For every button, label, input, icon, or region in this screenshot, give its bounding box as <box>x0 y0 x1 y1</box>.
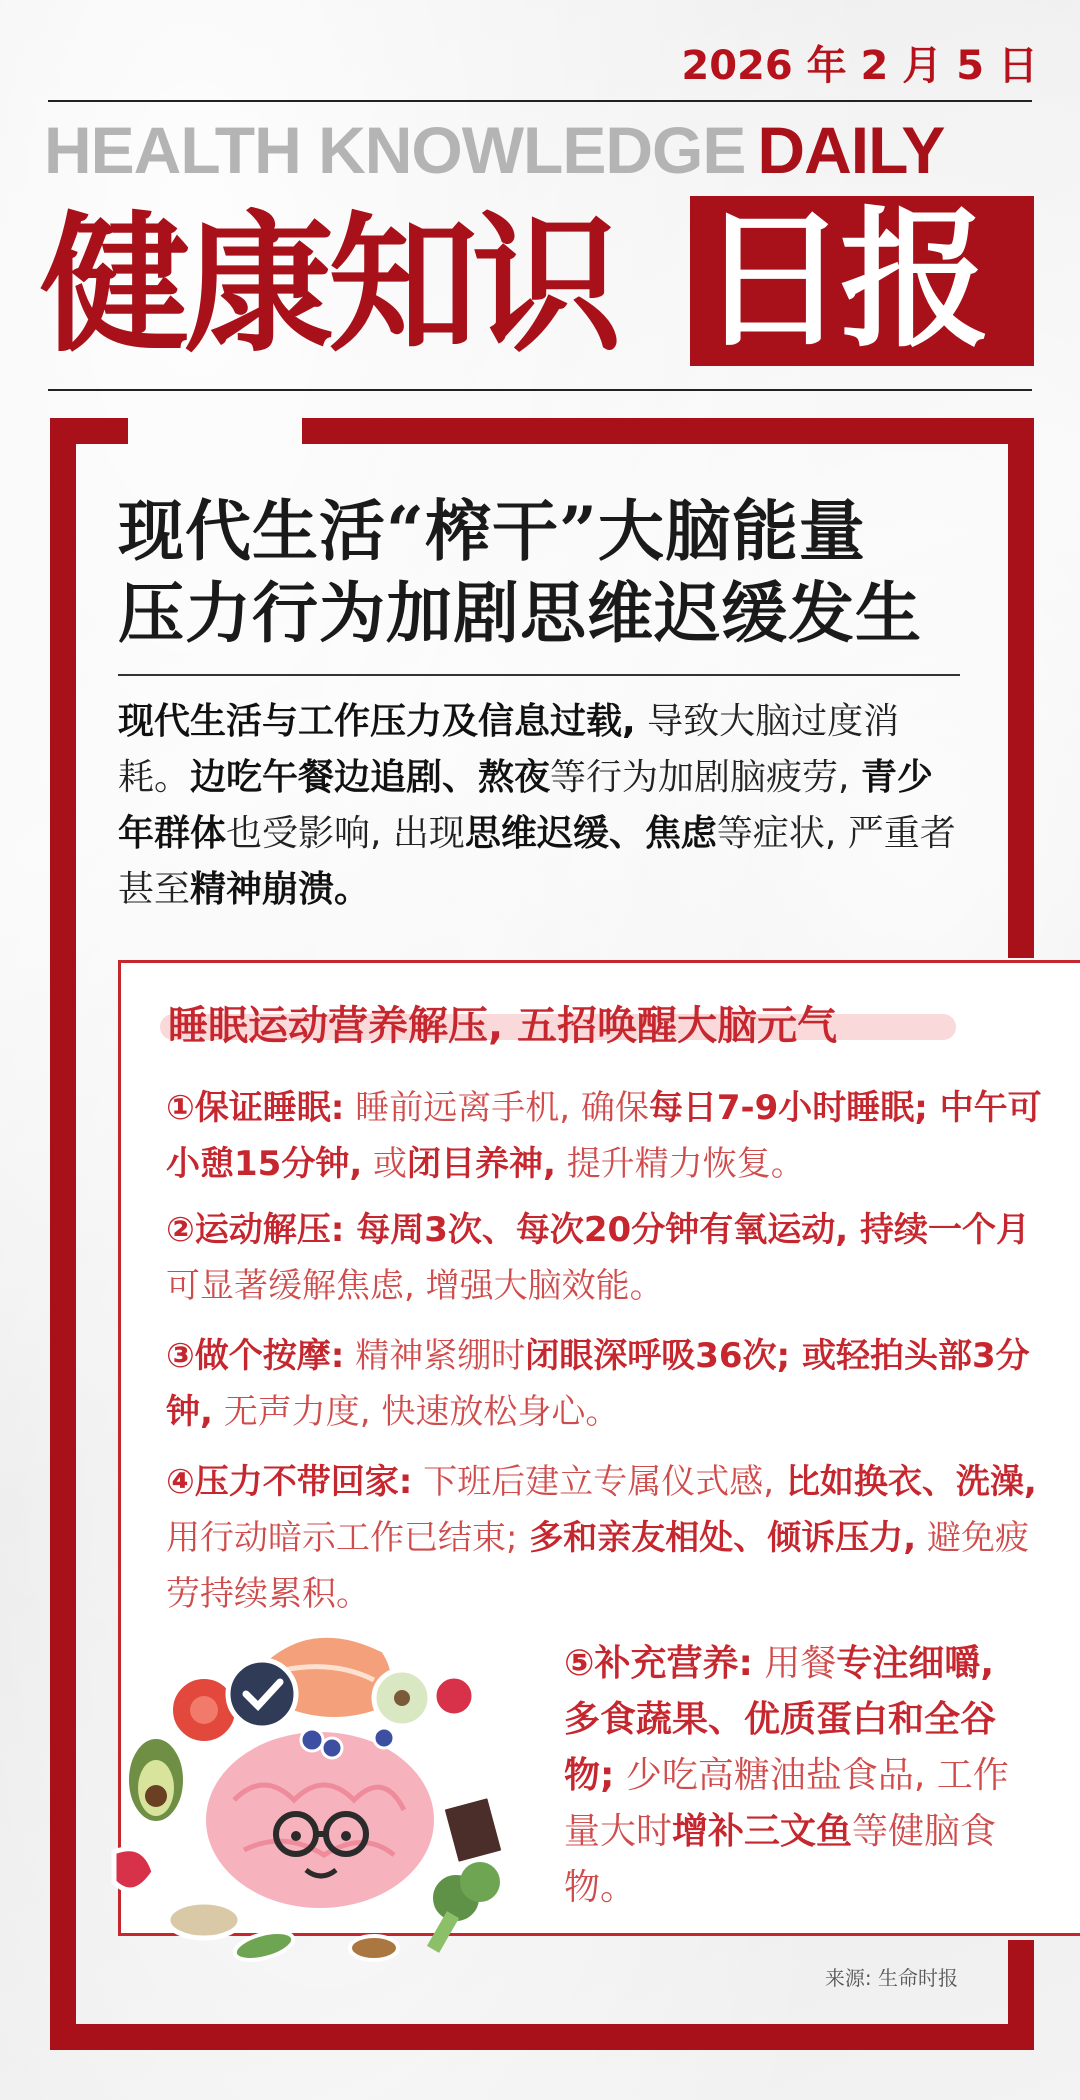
raspberry-icon <box>434 1676 474 1716</box>
tip-exercise-label: ②运动解压: <box>166 1210 345 1250</box>
tip-leave-stress-label: ④压力不带回家: <box>166 1462 413 1502</box>
tips-title: 睡眠运动营养解压, 五招唤醒大脑元气 <box>168 1003 838 1049</box>
tip-text: 可显著缓解焦虑, 增强大脑效能。 <box>166 1266 664 1306</box>
intro-bold-4: 思维迟缓、焦虑 <box>464 813 717 854</box>
tip-bold: 每日7-9小时睡眠; 中午可小憩15分钟, <box>166 1088 1042 1184</box>
tip-leave-stress <box>166 1454 1044 1622</box>
english-masthead <box>44 112 944 188</box>
tip-exercise <box>166 1202 1044 1314</box>
tip-text: 用餐 <box>752 1643 837 1684</box>
tip-bold: 增补三文鱼 <box>672 1811 853 1852</box>
avocado-icon <box>126 1736 186 1824</box>
tip-text: 提升精力恢复。 <box>555 1144 805 1184</box>
tip-text: 少吃高糖油盐食品, 工作量大时 <box>564 1755 1009 1852</box>
chocolate-icon <box>441 1795 505 1866</box>
header-rule-bottom <box>48 389 1032 391</box>
intro-bold-5: 精神崩溃。 <box>190 869 371 910</box>
issue-date: 2026 年 2 月 5 日 <box>681 43 1038 89</box>
tip-massage <box>166 1328 1044 1440</box>
tip-bold: 闭目养神, <box>407 1144 556 1184</box>
brain-food-illustration <box>84 1620 554 1980</box>
intro-text-2: 等行为加剧脑疲劳, <box>550 757 861 798</box>
broccoli-icon <box>427 1862 500 1953</box>
intro-bold-1: 现代生活与工作压力及信息过载, <box>118 701 636 742</box>
headline-rule <box>118 674 960 676</box>
tip-text: 等健脑食物。 <box>564 1811 997 1908</box>
tip-text: 下班后建立专属仪式感, <box>412 1462 775 1502</box>
tip-bold: 闭眼深呼吸36次; 或轻拍头部3分钟, <box>166 1336 1030 1432</box>
chinese-masthead: 健康知识 <box>40 199 617 373</box>
brain-character-icon <box>202 1728 438 1912</box>
chinese-masthead-boxed: 日报 <box>698 194 983 368</box>
headline-line-2: 压力行为加剧思维迟缓发生 <box>118 574 922 652</box>
frame-left <box>50 418 76 2050</box>
frame-bottom <box>50 2024 1034 2050</box>
intro-text-3: 也受影响, 出现 <box>226 813 465 854</box>
tip-text: 避免疲劳持续累积。 <box>166 1518 1030 1614</box>
tip-bold: 专注细嚼, 多食蔬果、优质蛋白和全谷物; <box>564 1643 997 1796</box>
tip-massage-label: ③做个按摩: <box>166 1336 345 1376</box>
article-intro <box>118 694 966 918</box>
headline-line-1: 现代生活“榨干”大脑能量 <box>118 492 866 570</box>
tip-text: 精神紧绷时 <box>344 1336 526 1376</box>
frame-top-right <box>302 418 1034 444</box>
tip-sleep <box>166 1080 1044 1192</box>
english-masthead-red: DAILY <box>757 113 945 187</box>
apple-icon <box>374 1670 430 1726</box>
tip-bold: 每周3次、每次20分钟有氧运动, 持续一个月 <box>344 1210 1030 1250</box>
source-credit: 来源: 生命时报 <box>824 1966 958 1990</box>
tip-sleep-label: ①保证睡眠: <box>166 1088 345 1128</box>
english-masthead-gray: HEALTH KNOWLEDGE <box>44 113 746 187</box>
tip-text: 无声力度, 快速放松身心。 <box>212 1392 620 1432</box>
strawberry-icon <box>114 1849 154 1890</box>
frame-right <box>1008 418 1034 958</box>
intro-text-4: 等症状, 严重者甚至 <box>118 813 956 910</box>
intro-text-1: 导致大脑过度消耗。 <box>118 701 900 798</box>
tip-text: 用行动暗示工作已结束; <box>166 1518 518 1558</box>
tip-text: 或 <box>362 1144 408 1184</box>
intro-bold-2: 边吃午餐边追剧、熬夜 <box>190 757 551 798</box>
tip-bold: 多和亲友相处、倾诉压力, <box>517 1518 917 1558</box>
tip-nutrition-label: ⑤补充营养: <box>564 1643 753 1684</box>
article-headline <box>118 490 978 654</box>
tip-text: 睡前远离手机, 确保 <box>344 1088 649 1128</box>
intro-bold-3: 青少年群体 <box>118 757 933 854</box>
tip-bold: 比如换衣、洗澡, <box>774 1462 1037 1502</box>
check-bubble-icon <box>228 1660 296 1728</box>
leaf-icon <box>232 1927 296 1966</box>
header-rule-top <box>48 100 1032 102</box>
tip-nutrition <box>564 1636 1038 1916</box>
